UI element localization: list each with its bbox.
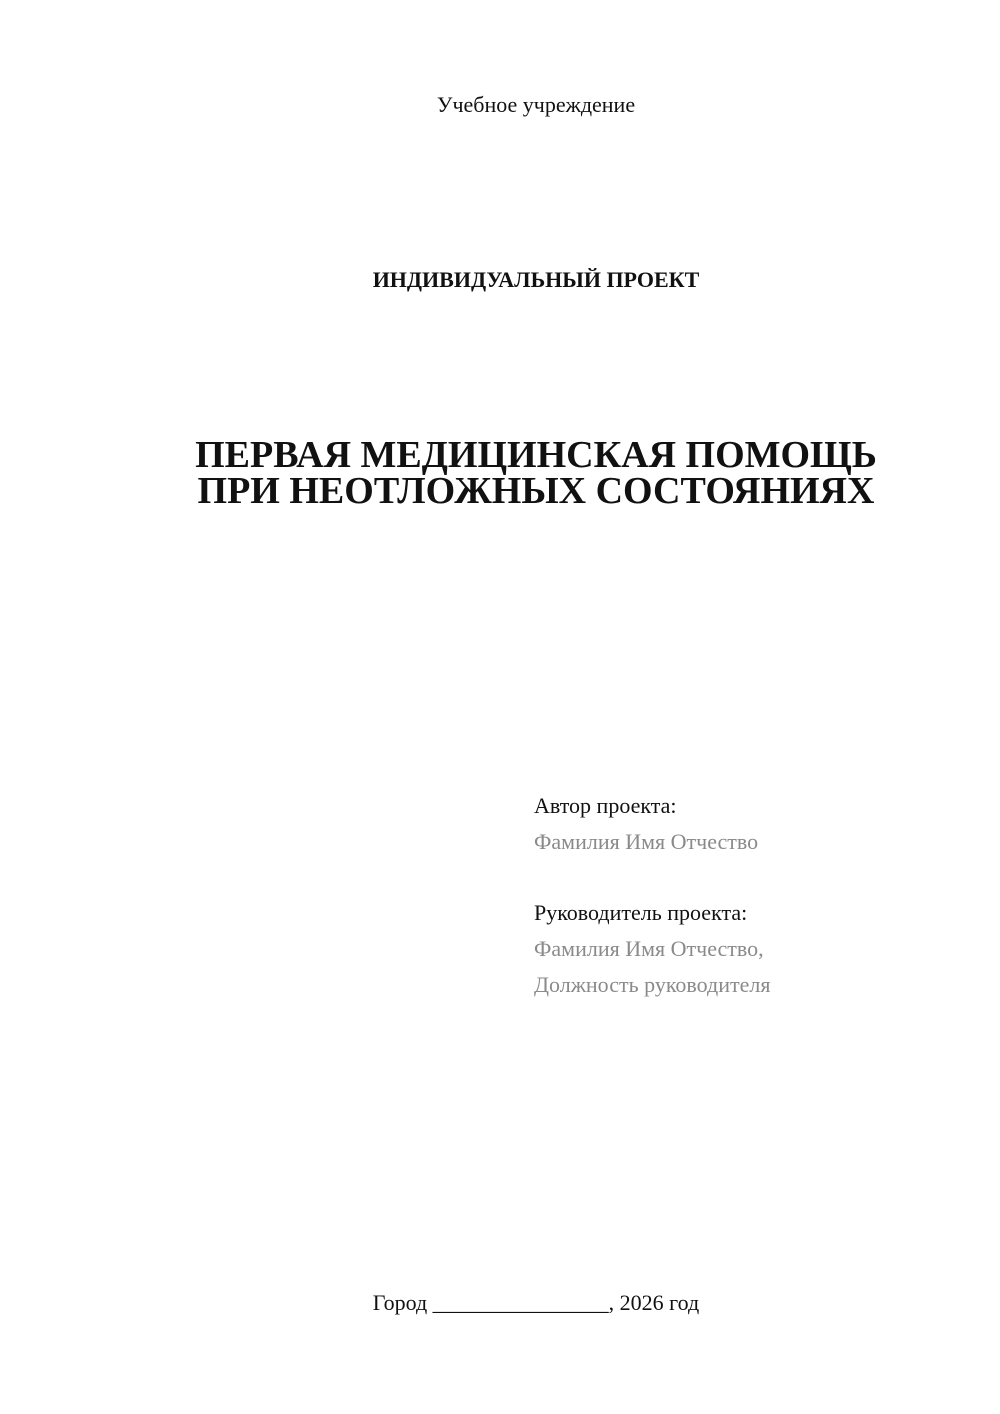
credits-spacer xyxy=(534,860,770,895)
project-title xyxy=(0,434,1000,512)
document-type: ИНДИВИДУАЛЬНЫЙ ПРОЕКТ xyxy=(372,267,700,292)
institution-name: Учебное учреждение xyxy=(436,92,636,117)
supervisor-name: Фамилия Имя Отчество, xyxy=(534,936,764,961)
project-title-line-1: ПЕРВАЯ МЕДИЦИНСКАЯ ПОМОЩЬ xyxy=(195,434,877,476)
project-title-line-2: ПРИ НЕОТЛОЖНЫХ СОСТОЯНИЯХ xyxy=(197,470,875,512)
city-year-line: Город ________________, 2026 год xyxy=(372,1290,700,1315)
supervisor-position: Должность руководителя xyxy=(534,972,771,997)
author-name: Фамилия Имя Отчество xyxy=(534,829,759,854)
supervisor-label: Руководитель проекта: xyxy=(534,900,748,925)
author-label: Автор проекта: xyxy=(534,793,677,818)
credits-block xyxy=(534,788,770,1003)
